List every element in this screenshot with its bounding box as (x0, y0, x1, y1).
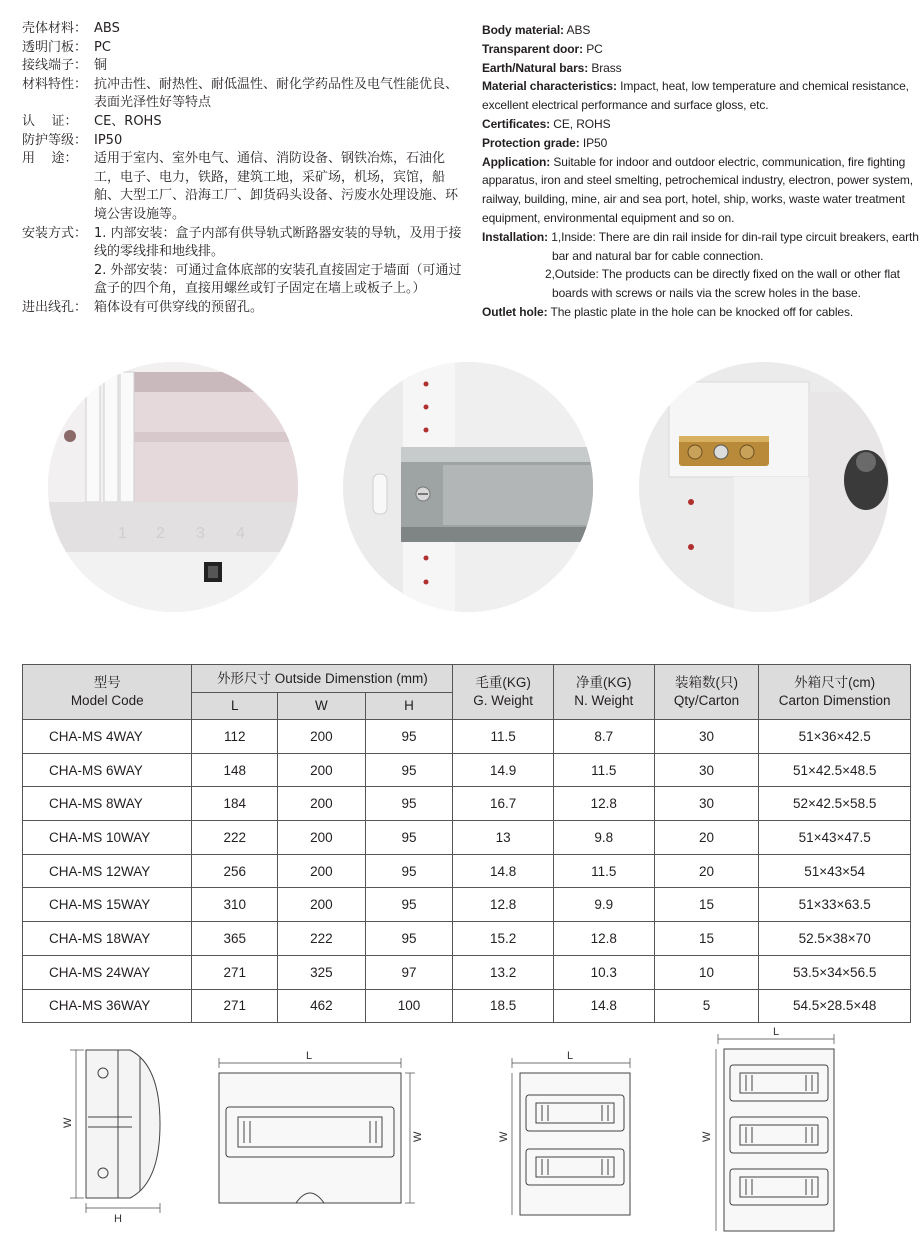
cell-model: CHA-MS 4WAY (23, 720, 192, 754)
cell-nw: 9.9 (553, 888, 654, 922)
spec-material-characteristics-cont: excellent electrical performance and surface gloss, etc. (482, 98, 769, 113)
cell-gw: 13.2 (453, 955, 554, 989)
cn-spec-value: 2. 外部安装：可通过盒体底部的安装孔直接固定于墙面（可通过盒子的四个角，直接用螺丝或钉子固定在墙上或板子上。） (94, 262, 462, 297)
cn-spec-value: 箱体设有可供穿线的预留孔。 (94, 299, 264, 315)
cell-w: 222 (278, 922, 366, 956)
cn-spec-label: 接线端子： (22, 58, 88, 74)
cn-spec-label: 透明门板： (22, 39, 88, 55)
cn-spec-value: IP50 (94, 132, 123, 148)
cn-spec-value: PC (94, 39, 111, 55)
cell-l: 184 (192, 787, 278, 821)
dim-label-w: W (498, 1131, 510, 1142)
cell-model: CHA-MS 36WAY (23, 989, 192, 1023)
cell-model: CHA-MS 15WAY (23, 888, 192, 922)
technical-drawings (0, 1025, 924, 1239)
cell-gw: 14.9 (453, 753, 554, 787)
cn-spec-row (22, 39, 462, 58)
cell-l: 222 (192, 821, 278, 855)
cn-spec-value: 抗冲击性、耐热性、耐低温性、耐化学药品性及电气性能优良、表面光泽性好等特点 (94, 76, 459, 111)
cn-spec-value: 1. 内部安装：盒子内部有供导轨式断路器安装的导轨，及用于接线的零线排和地线排。 (94, 225, 462, 260)
header-gross-weight: 毛重(KG) G. Weight (453, 665, 554, 720)
spec-protection-grade: Protection grade: IP50 (482, 135, 608, 150)
cell-qty: 15 (654, 888, 759, 922)
cell-h: 100 (365, 989, 453, 1023)
cell-gw: 14.8 (453, 854, 554, 888)
cn-spec-row (22, 262, 462, 299)
table-row (23, 888, 911, 922)
cell-carton: 52×42.5×58.5 (759, 787, 911, 821)
cn-spec-row (22, 20, 462, 39)
spec-outlet-hole: Outlet hole: The plastic plate in the hole can be knocked off for cables. (482, 304, 854, 319)
cell-carton: 51×42.5×48.5 (759, 753, 911, 787)
header-l: L (192, 693, 278, 720)
cell-w: 200 (278, 753, 366, 787)
header-dimension: 外形尺寸 Outside Dimenstion (mm) (192, 665, 453, 693)
cell-gw: 15.2 (453, 922, 554, 956)
cn-spec-value: CE、ROHS (94, 113, 162, 129)
table-row (23, 989, 911, 1023)
header-carton-dimension: 外箱尺寸(cm) Carton Dimenstion (759, 665, 911, 720)
cell-qty: 30 (654, 787, 759, 821)
cell-model: CHA-MS 12WAY (23, 854, 192, 888)
cell-h: 95 (365, 922, 453, 956)
module-number: 4 (236, 525, 245, 542)
cell-nw: 12.8 (553, 922, 654, 956)
cell-nw: 11.5 (553, 753, 654, 787)
cell-model: CHA-MS 8WAY (23, 787, 192, 821)
cn-spec-row (22, 113, 462, 132)
cn-spec-row (22, 299, 462, 318)
cell-carton: 52.5×38×70 (759, 922, 911, 956)
cell-w: 200 (278, 720, 366, 754)
spec-application: Application: Suitable for indoor and outdoor electric, communication, fire fighting (482, 154, 906, 169)
cn-spec-value: 铜 (94, 58, 108, 74)
cell-carton: 51×36×42.5 (759, 720, 911, 754)
cell-model: CHA-MS 10WAY (23, 821, 192, 855)
cell-h: 95 (365, 787, 453, 821)
table-row (23, 955, 911, 989)
cn-spec-label: 进出线孔： (22, 299, 88, 315)
photo-box-interior (48, 362, 298, 612)
chinese-spec-list (22, 20, 462, 318)
table-row (23, 720, 911, 754)
cn-spec-label: 认 证： (22, 113, 78, 129)
header-model: 型号 Model Code (23, 665, 192, 720)
cn-spec-row (22, 132, 462, 151)
photo-din-rail (343, 362, 593, 612)
cell-w: 200 (278, 888, 366, 922)
cn-spec-label: 材料特性： (22, 76, 88, 92)
cell-l: 310 (192, 888, 278, 922)
spec-installation-outside-cont: boards with screws or nails via the screw holes in the base. (552, 286, 861, 301)
cn-spec-label: 安装方式： (22, 225, 88, 241)
cell-nw: 11.5 (553, 854, 654, 888)
cell-qty: 10 (654, 955, 759, 989)
cell-gw: 12.8 (453, 888, 554, 922)
table-row (23, 922, 911, 956)
header-w: W (278, 693, 366, 720)
cell-nw: 10.3 (553, 955, 654, 989)
cn-spec-label: 壳体材料： (22, 21, 88, 36)
cn-spec-row (22, 76, 462, 113)
spec-application-cont: railway, building, mine, air and sea port, hotel, ship, works, waste water treatment (482, 192, 905, 207)
cn-spec-row (22, 57, 462, 76)
cell-l: 365 (192, 922, 278, 956)
spec-installation-cont: bar and natural bar for cable connection. (552, 248, 764, 263)
cell-h: 97 (365, 955, 453, 989)
cell-qty: 30 (654, 753, 759, 787)
header-h: H (365, 693, 453, 720)
cell-nw: 8.7 (553, 720, 654, 754)
table-row (23, 821, 911, 855)
cell-carton: 51×43×54 (759, 854, 911, 888)
cell-w: 462 (278, 989, 366, 1023)
dim-label-l: L (567, 1050, 574, 1062)
table-row (23, 753, 911, 787)
side-view-drawing (70, 1050, 160, 1213)
cell-l: 112 (192, 720, 278, 754)
spec-certificates: Certificates: CE, ROHS (482, 116, 611, 131)
front-view-single-row (219, 1058, 415, 1203)
cell-h: 95 (365, 854, 453, 888)
cell-nw: 14.8 (553, 989, 654, 1023)
dim-label-w: W (412, 1131, 424, 1142)
cell-l: 256 (192, 854, 278, 888)
cn-spec-value: ABS (94, 21, 120, 36)
dim-label-w: W (701, 1131, 713, 1142)
table-row (23, 854, 911, 888)
cell-gw: 11.5 (453, 720, 554, 754)
cell-w: 325 (278, 955, 366, 989)
cell-qty: 15 (654, 922, 759, 956)
cell-w: 200 (278, 787, 366, 821)
cell-h: 95 (365, 821, 453, 855)
spec-installation: Installation: 1,Inside: There are din rail inside for din-rail type circuit breakers, earth (482, 229, 919, 244)
module-number: 3 (196, 525, 205, 542)
dim-label-w: W (62, 1117, 74, 1128)
cell-carton: 51×33×63.5 (759, 888, 911, 922)
cell-qty: 20 (654, 854, 759, 888)
cell-model: CHA-MS 24WAY (23, 955, 192, 989)
cell-qty: 20 (654, 821, 759, 855)
cn-spec-label: 用 途： (22, 151, 78, 167)
cell-gw: 13 (453, 821, 554, 855)
cn-spec-value: 适用于室内、室外电气、通信、消防设备、钢铁冶炼，石油化工，电子、电力，铁路，建筑工地，采矿场，机场，宾馆，船舶、大型工厂、沿海工厂、卸货码头设备、污废水处理设施、环境公害设施等。 (94, 151, 459, 222)
cell-model: CHA-MS 6WAY (23, 753, 192, 787)
cell-model: CHA-MS 18WAY (23, 922, 192, 956)
cell-qty: 5 (654, 989, 759, 1023)
cell-l: 271 (192, 955, 278, 989)
cell-gw: 16.7 (453, 787, 554, 821)
cell-w: 200 (278, 854, 366, 888)
cell-qty: 30 (654, 720, 759, 754)
cell-h: 95 (365, 753, 453, 787)
english-spec-list (482, 21, 922, 322)
module-number: 2 (156, 525, 165, 542)
header-qty-carton: 装箱数(只) Qty/Carton (654, 665, 759, 720)
header-net-weight: 净重(KG) N. Weight (553, 665, 654, 720)
cell-carton: 54.5×28.5×48 (759, 989, 911, 1023)
table-row (23, 787, 911, 821)
cn-spec-label: 防护等级： (22, 132, 88, 148)
cell-h: 95 (365, 720, 453, 754)
photo-earth-bar (639, 362, 889, 612)
cn-spec-row (22, 150, 462, 224)
dim-label-h: H (114, 1213, 122, 1225)
spec-table (22, 664, 911, 1023)
cn-spec-row (22, 225, 462, 262)
cell-carton: 51×43×47.5 (759, 821, 911, 855)
cell-w: 200 (278, 821, 366, 855)
dim-label-l: L (306, 1050, 313, 1062)
spec-installation-outside: 2,Outside: The products can be directly fixed on the wall or other flat (545, 267, 900, 282)
spec-application-cont: apparatus, iron and steel smelting, petrochemical industry, electron, power system, (482, 173, 914, 188)
spec-application-cont: equipment, environmental equipment and so on. (482, 210, 735, 225)
spec-transparent-door: Transparent door: PC (482, 41, 603, 56)
cell-gw: 18.5 (453, 989, 554, 1023)
cell-l: 148 (192, 753, 278, 787)
spec-earth-bars: Earth/Natural bars: Brass (482, 60, 622, 75)
cell-nw: 9.8 (553, 821, 654, 855)
spec-body-material: Body material: ABS (482, 23, 591, 37)
cell-h: 95 (365, 888, 453, 922)
front-view-three-rows (716, 1034, 834, 1231)
cell-nw: 12.8 (553, 787, 654, 821)
dim-label-l: L (773, 1026, 780, 1038)
cell-l: 271 (192, 989, 278, 1023)
cn-spec-label (22, 262, 94, 299)
cell-carton: 53.5×34×56.5 (759, 955, 911, 989)
module-number: 1 (118, 525, 127, 542)
spec-material-characteristics: Material characteristics: Impact, heat, low temperature and chemical resistance, (482, 79, 909, 94)
front-view-two-rows (512, 1058, 630, 1215)
